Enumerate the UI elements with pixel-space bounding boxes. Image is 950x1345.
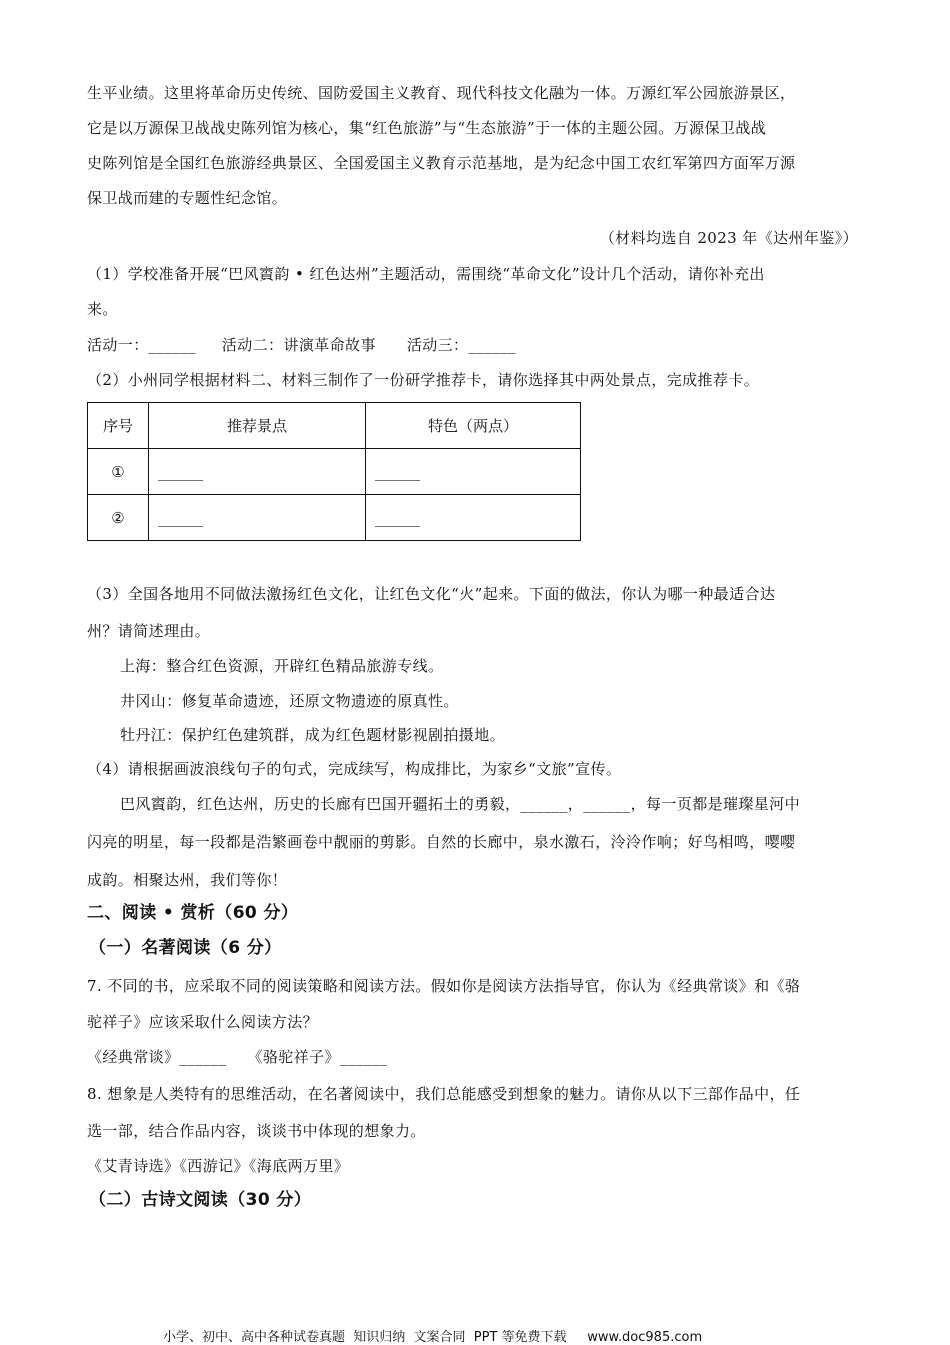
feature-blank[interactable]: ______ <box>366 495 581 541</box>
subsection-title-2: （二）古诗文阅读（30 分） <box>89 1190 312 1210</box>
table-row <box>88 495 581 541</box>
row-index: ② <box>88 495 149 541</box>
q4-prompt: （4）请根据画波浪线句子的句式，完成续写，构成排比，为家乡“文旅”宣传。 <box>87 760 622 778</box>
q1-line-2: 来。 <box>87 300 118 318</box>
header-index: 序号 <box>88 403 149 449</box>
q3-line-2: 州？请简述理由。 <box>87 622 211 640</box>
q4-line-2: 闪亮的明星，每一段都是浩繁画卷中靓丽的剪影。自然的长廊中，泉水激石，泠泠作响；好鸟相鸣，嘤嘤 <box>87 833 796 851</box>
q8-works: 《艾青诗选》《西游记》《海底两万里》 <box>87 1157 350 1175</box>
q7-line-1: 7. 不同的书，应采取不同的阅读策略和阅读方法。假如你是阅读方法指导官，你认为《经典常谈》和《骆 <box>87 977 801 995</box>
page-footer: 小学、初中、高中各种试卷真题 知识归纳 文案合同 PPT 等免费下载 www.doc985.com <box>163 1330 703 1345</box>
q7-line-2: 驼祥子》应该采取什么阅读方法？ <box>87 1013 319 1031</box>
header-feature: 特色（两点） <box>366 403 581 449</box>
header-spot: 推荐景点 <box>149 403 366 449</box>
spot-blank[interactable]: ______ <box>149 495 366 541</box>
passage-line-1: 生平业绩。这里将革命历史传统、国防爱国主义教育、现代科技文化融为一体。万源红军公园旅游景区， <box>87 84 796 102</box>
row-index: ① <box>88 449 149 495</box>
q4-line-1: 巴风賨韵，红色达州，历史的长廊有巴国开疆拓土的勇毅，______，______，每一页都是璀璨星河中 <box>120 795 801 813</box>
subsection-title-1: （一）名著阅读（6 分） <box>89 938 282 958</box>
section-title: 二、阅读 • 赏析（60 分） <box>87 903 299 923</box>
q3-option-mudanjiang: 牡丹江：保护红色建筑群，成为红色题材影视剧拍摄地。 <box>120 726 506 744</box>
q1-line-1: （1）学校准备开展“巴风賨韵 • 红色达州”主题活动，需围绕“革命文化”设计几个活动，请你补充出 <box>87 265 765 283</box>
feature-blank[interactable]: ______ <box>366 449 581 495</box>
q3-option-shanghai: 上海：整合红色资源，开辟红色精品旅游专线。 <box>120 657 444 675</box>
q7-answers: 《经典常谈》______ 《骆驼祥子》______ <box>87 1048 388 1066</box>
q2-prompt: （2）小州同学根据材料二、材料三制作了一份研学推荐卡，请你选择其中两处景点，完成推荐卡。 <box>87 371 760 389</box>
q3-option-jinggangshan: 井冈山：修复革命遗迹，还原文物遗迹的原真性。 <box>120 692 459 710</box>
q4-line-3: 成韵。相聚达州，我们等你！ <box>87 871 288 889</box>
table-row <box>88 449 581 495</box>
table-header-row <box>88 403 581 449</box>
passage-line-3: 史陈列馆是全国红色旅游经典景区、全国爱国主义教育示范基地，是为纪念中国工农红军第四方面军万源 <box>87 154 796 172</box>
q8-line-1: 8. 想象是人类特有的思维活动，在名著阅读中，我们总能感受到想象的魅力。请你从以下三部作品中，任 <box>87 1085 801 1103</box>
q3-line-1: （3）全国各地用不同做法激扬红色文化，让红色文化“火”起来。下面的做法，你认为哪一种最适合达 <box>87 585 776 603</box>
spot-blank[interactable]: ______ <box>149 449 366 495</box>
q1-activities: 活动一：______ 活动二：讲演革命故事 活动三：______ <box>87 336 516 354</box>
q8-line-2: 选一部，结合作品内容，谈谈书中体现的想象力。 <box>87 1122 426 1140</box>
passage-line-2: 它是以万源保卫战战史陈列馆为核心，集“红色旅游”与“生态旅游”于一体的主题公园。万源保卫战战 <box>87 119 767 137</box>
passage-line-4: 保卫战而建的专题性纪念馆。 <box>87 189 288 207</box>
recommendation-table <box>87 402 581 541</box>
source-note: （材料均选自 2023 年《达州年鉴》） <box>599 229 858 247</box>
